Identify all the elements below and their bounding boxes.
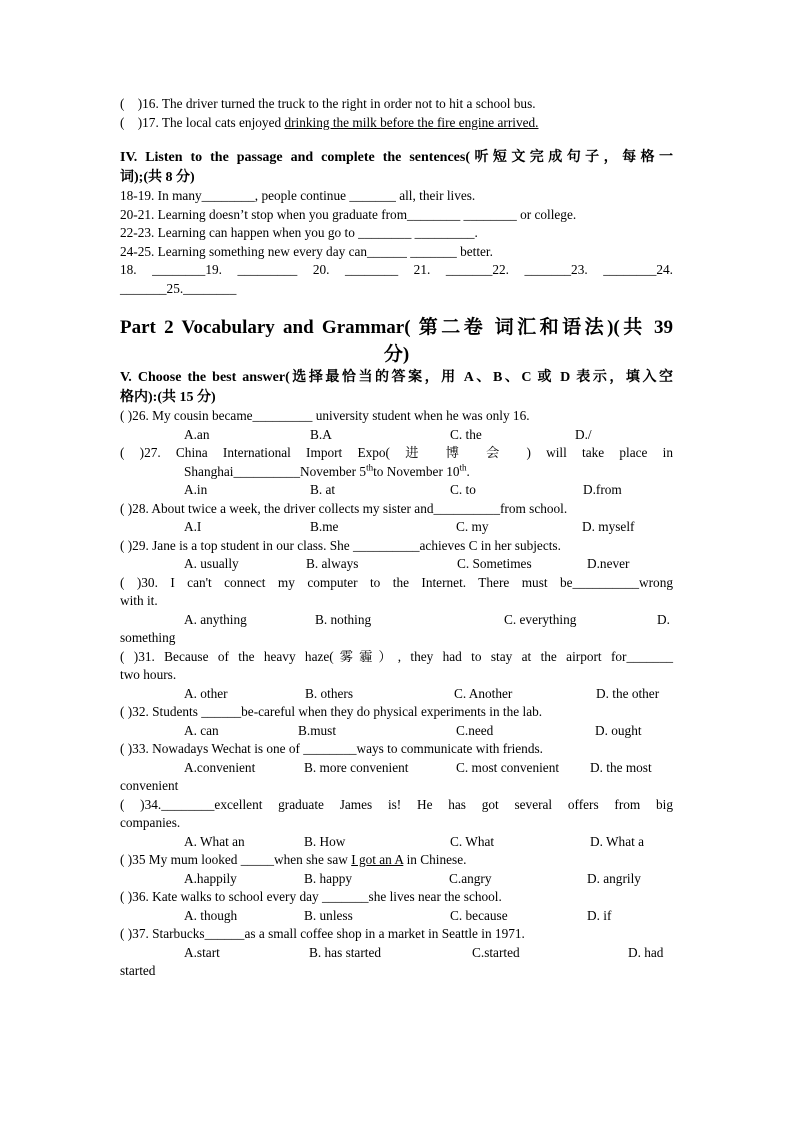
option-c: C.angry (449, 870, 492, 886)
answer-line-2: _______25.________ (120, 280, 237, 296)
option-a: A.I (184, 519, 202, 534)
question-37: ( )37. Starbucks______as a small coffee shop in a market in Seattle in 1971. (120, 926, 525, 941)
option-a: A. can (184, 722, 219, 738)
option-d: D. (657, 611, 670, 627)
option-a: A.an (184, 426, 210, 442)
option-b: B. always (306, 556, 359, 571)
part-2-title-cont: 分) (383, 344, 410, 365)
options-26 (120, 426, 673, 445)
option-b: B. nothing (315, 611, 372, 627)
option-c: C. to (450, 482, 476, 497)
option-c: C. my (456, 519, 489, 534)
option-a: A.start (184, 944, 220, 960)
question-35: ( )35 My mum looked _____when she saw I got an A in Chinese. (120, 852, 467, 867)
option-a: A.in (184, 482, 208, 497)
options-36 (120, 907, 673, 926)
question-32: ( )32. Students ______be-careful when they do physical experiments in the lab. (120, 704, 543, 719)
option-d: D. had (628, 944, 664, 960)
underlined-text: drinking the milk before the fire engine arrived. (284, 114, 539, 130)
option-b: B. How (304, 833, 346, 849)
section-4-title: IV. Listen to the passage and complete the sentences(听短文完成句子，每格一 (120, 150, 673, 165)
option-b: B.must (298, 722, 337, 738)
options-31 (120, 685, 673, 704)
fill-line-22-23: 22-23. Learning can happen when you go to ________ _________. (120, 225, 478, 240)
option-c: C. Sometimes (457, 556, 532, 571)
option-d: D.from (583, 482, 622, 497)
question-31: ( )31. Because of the heavy haze(雾霾）, they had to stay at the airport for_______ (120, 648, 673, 664)
question-17: ( )17. The local cats enjoyed drinking the milk before the fire engine arrived. (120, 114, 539, 130)
options-37 (120, 944, 673, 963)
options-30-cont: something (120, 630, 176, 645)
option-c: C. most convenient (456, 759, 560, 775)
question-27: ( )27. China International Import Expo( 进 博 会 ) will take place in (120, 445, 673, 460)
question-number: 17 (142, 114, 156, 130)
fill-line-18-19: 18-19. In many________, people continue _______ all, their lives. (120, 188, 476, 203)
option-d: D. angrily (587, 870, 641, 886)
question-29: ( )29. Jane is a top student in our class. She __________achieves C in her subjects. (120, 537, 561, 553)
option-a: A.convenient (184, 759, 256, 775)
option-b: B. others (305, 685, 354, 701)
underlined-text: I got an A (351, 852, 404, 867)
option-c: C.started (472, 944, 520, 960)
option-c: C. the (450, 426, 482, 442)
option-b: B.A (310, 426, 332, 442)
answer-line-1: 18. ________19. _________ 20. ________ 21. _______22. _______23. ________24. (120, 262, 673, 277)
options-33-cont: convenient (120, 778, 179, 793)
option-c: C. What (450, 833, 495, 849)
question-33: ( )33. Nowadays Wechat is one of ________ways to communicate with friends. (120, 741, 543, 756)
part-2-title: Part 2 Vocabulary and Grammar( 第二卷 词汇和语法)(共 39 (120, 317, 673, 338)
options-29 (120, 555, 673, 574)
question-16: ( )16. The driver turned the truck to the right in order not to hit a school bus. (120, 96, 536, 111)
question-30-cont: with it. (120, 593, 158, 608)
question-number: 16 (142, 96, 156, 111)
option-d: D. ought (595, 722, 642, 738)
question-text: The driver turned the truck to the right in order not to hit a school bus. (161, 96, 536, 111)
options-33 (120, 759, 673, 778)
section-4-title-cont: 词);(共 8 分) (120, 169, 195, 185)
option-c: C. Another (454, 685, 513, 701)
option-c: C. everything (504, 611, 577, 627)
option-a: A. though (184, 907, 238, 923)
section-5-title-cont: 格内):(共 15 分) (120, 389, 216, 405)
option-b: B. at (310, 482, 336, 497)
question-30: ( )30. I can't connect my computer to the Internet. There must be__________wrong (120, 574, 673, 590)
fill-line-20-21: 20-21. Learning doesn’t stop when you graduate from________ ________ or college. (120, 206, 577, 222)
options-35 (120, 870, 673, 889)
option-d: D.never (587, 556, 630, 571)
option-d: D. What a (590, 833, 645, 849)
option-b: B. more convenient (304, 759, 409, 775)
options-28 (120, 518, 673, 537)
question-27-cont: Shanghai__________November 5thto November 10th. (184, 462, 470, 479)
option-a: A.happily (184, 870, 237, 886)
question-36: ( )36. Kate walks to school every day _______she lives near the school. (120, 889, 502, 904)
option-d: D. myself (582, 519, 635, 534)
options-34 (120, 833, 673, 852)
question-28: ( )28. About twice a week, the driver collects my sister and__________from school. (120, 500, 568, 516)
option-b: B.me (310, 519, 339, 534)
option-d: D. the other (596, 685, 660, 701)
options-37-cont: started (120, 963, 156, 978)
question-26: ( )26. My cousin became_________ university student when he was only 16. (120, 408, 530, 423)
option-a: A. other (184, 685, 228, 701)
option-d: D./ (575, 426, 592, 442)
option-a: A. anything (184, 611, 247, 627)
exam-page (120, 95, 673, 981)
question-text: The local cats enjoyed (161, 114, 282, 130)
options-27 (120, 481, 673, 500)
option-d: D. the most (590, 759, 652, 775)
question-34-cont: companies. (120, 815, 181, 830)
option-b: B. happy (304, 870, 353, 886)
fill-line-24-25: 24-25. Learning something new every day can______ _______ better. (120, 243, 493, 259)
option-b: B. unless (304, 907, 353, 923)
options-30 (120, 611, 673, 630)
option-b: B. has started (309, 944, 382, 960)
option-a: A. What an (184, 833, 245, 849)
option-c: C.need (456, 722, 494, 738)
question-34: ( )34.________excellent graduate James is! He has got several offers from big (120, 796, 673, 812)
option-a: A. usually (184, 556, 239, 571)
option-d: D. if (587, 907, 612, 923)
section-5-title: V. Choose the best answer(选择最恰当的答案，用 A、B、C 或 D 表示，填入空 (120, 370, 673, 385)
option-c: C. because (450, 907, 508, 923)
options-32 (120, 722, 673, 741)
question-31-cont: two hours. (120, 667, 177, 682)
